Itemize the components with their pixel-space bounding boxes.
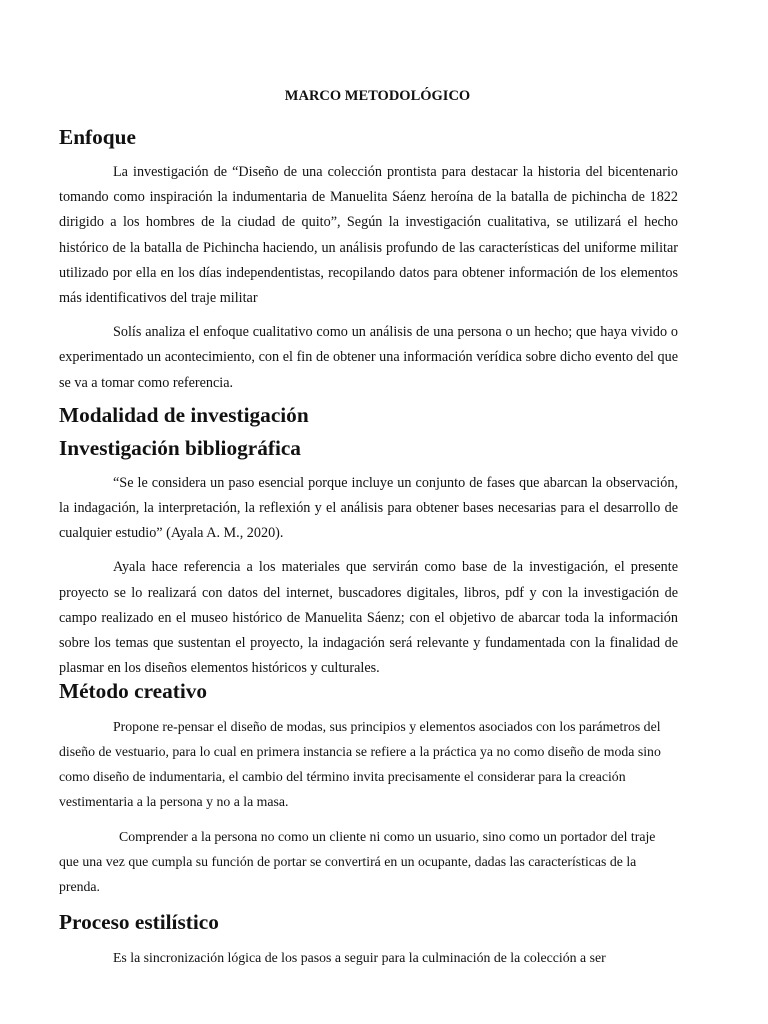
paragraph-proceso-estilistico-1: Es la sincronización lógica de los pasos a seguir para la culminación de la colección a ser bbox=[113, 950, 606, 966]
paragraph-enfoque-1: La investigación de “Diseño de una colección prontista para destacar la historia del bicentenario tomando como inspiración la indumentaria de Manuelita Sáenz heroína de la batalla de pichincha de 1822 dirigido a los hombres de la ciudad de quito”, Según la investigación cualitativa, se utilizará el hecho histórico de la batalla de Pichincha haciendo, un análisis profundo de las características del uniforme militar utilizado por ella en los días independentistas, recopilando datos para obtener información de los elementos más identificativos del traje militar bbox=[59, 164, 678, 307]
paragraph-metodo-creativo-2: Comprender a la persona no como un cliente ni como un usuario, sino como un portador del traje que una vez que cumpla su función de portar se convertirá en un ocupante, dadas las características de la prenda. bbox=[59, 829, 656, 895]
paragraph-metodo-creativo-1: Propone re-pensar el diseño de modas, sus principios y elementos asociados con los parámetros del diseño de vestuario, para lo cual en primera instancia se refiere a la práctica ya no como diseño de moda sino como diseño de indumentaria, el cambio del término invita precisamente el considerar para la creación vestimentaria a la persona y no a la masa. bbox=[59, 719, 661, 810]
section-heading-modalidad: Modalidad de investigación bbox=[59, 402, 309, 427]
paragraph-enfoque-2: Solís analiza el enfoque cualitativo como un análisis de una persona o un hecho; que haya vivido o experimentado un acontecimiento, con el fin de obtener una información verídica sobre dicho evento del que se va a tomar como referencia. bbox=[59, 324, 678, 391]
paragraph-bibliografica-1: “Se le considera un paso esencial porque incluye un conjunto de fases que abarcan la observación, la indagación, la interpretación, la reflexión y el análisis para obtener bases necesarias para el desarrollo de cualquier estudio” (Ayala A. M., 2020). bbox=[59, 474, 678, 542]
section-heading-proceso-estilistico: Proceso estilístico bbox=[59, 910, 219, 935]
section-heading-metodo-creativo: Método creativo bbox=[59, 679, 208, 704]
section-heading-enfoque: Enfoque bbox=[59, 125, 136, 149]
section-heading-investigacion-bibliografica: Investigación bibliográfica bbox=[59, 435, 301, 460]
document-title: MARCO METODOLÓGICO bbox=[284, 88, 471, 104]
paragraph-bibliografica-2: Ayala hace referencia a los materiales que servirán como base de la investigación, el presente proyecto se lo realizará con datos del internet, buscadores digitales, libros, pdf y con la investigación de campo realizado en el museo histórico de Manuelita Sáenz; con el objetivo de abarcar toda la información sobre los temas que sustentan el proyecto, la indagación será relevante y fundamentada con la finalidad de plasmar en los diseños elementos históricos y culturales. bbox=[59, 559, 678, 677]
